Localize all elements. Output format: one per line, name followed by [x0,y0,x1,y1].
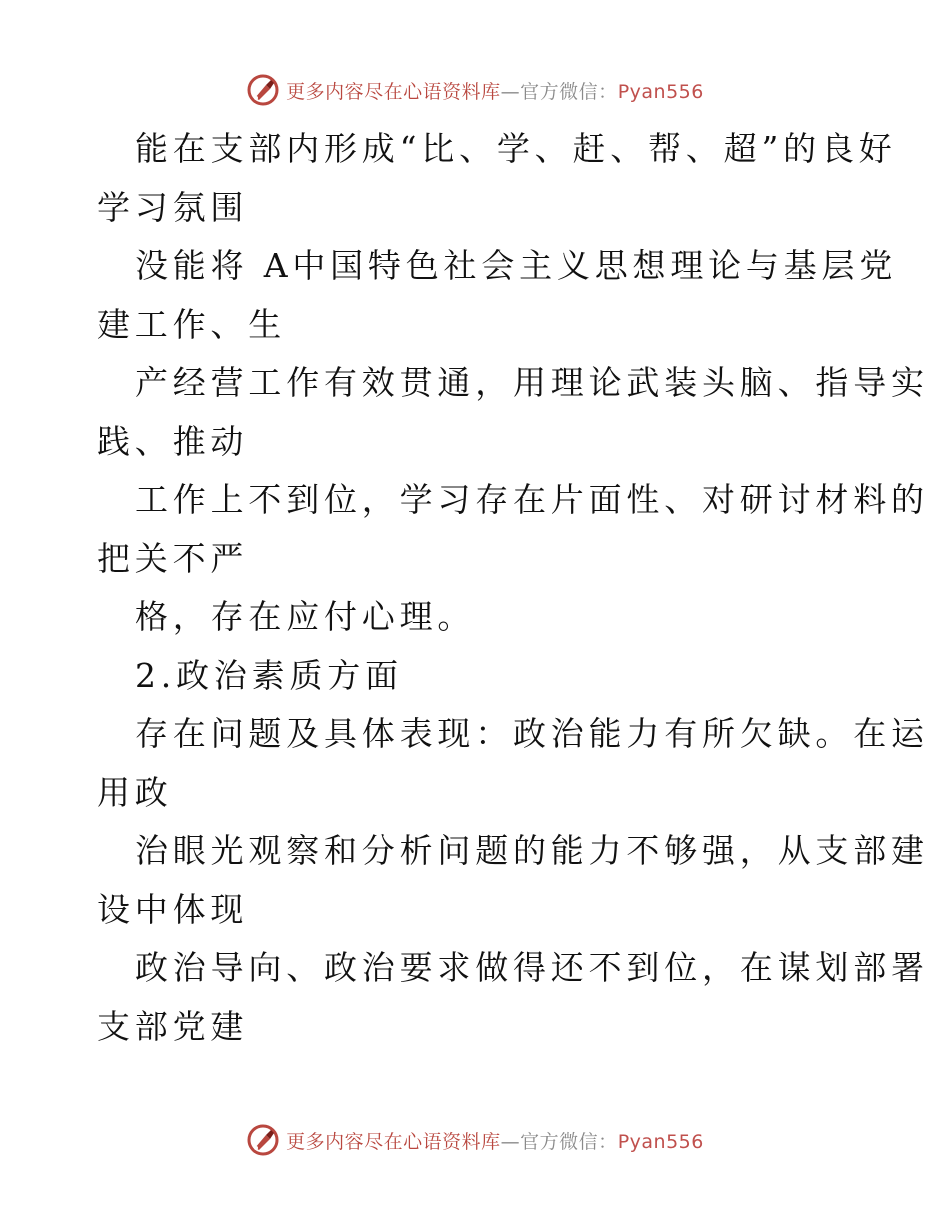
pen-nib-logo-icon [246,1123,280,1157]
text-line: 把关不严 [97,538,249,578]
watermark-sub-text: 官方微信： [520,80,618,103]
text-line: 学习氛围 [97,187,249,227]
text-line: 政治导向、政治要求做得还不到位，在谋划部署 [135,948,929,987]
text-line: 没能将 A中国特色社会主义思想理论与基层党 [135,246,898,285]
header-watermark [0,70,950,110]
text-line: 践、推动 [97,421,249,461]
text-line: 治眼光观察和分析问题的能力不够强，从支部建 [135,831,929,870]
watermark-id: Pyan556 [617,1130,704,1153]
watermark-id: Pyan556 [617,80,704,103]
text-line: 支部党建 [97,1006,249,1046]
text-line: 产经营工作有效贯通，用理论武装头脑、指导实 [135,363,929,402]
text-line: 能在支部内形成“比、学、赶、帮、超”的良好 [135,129,897,168]
watermark-dash: — [500,1130,521,1153]
text-line: 存在问题及具体表现：政治能力有所欠缺。在运 [135,714,929,753]
section-heading: 2.政治素质方面 [135,655,403,695]
pen-nib-logo-icon [246,73,280,107]
text-line: 设中体现 [97,889,249,929]
text-line: 用政 [97,772,173,812]
text-line: 建工作、生 [97,304,286,344]
watermark-main-text: 更多内容尽在心语资料库 [286,1130,501,1153]
watermark-main-text: 更多内容尽在心语资料库 [286,80,501,103]
footer-watermark [0,1120,950,1160]
text-line: 工作上不到位，学习存在片面性、对研讨材料的 [135,480,929,519]
text-line: 格，存在应付心理。 [135,597,476,636]
document-body [97,120,929,1056]
watermark-dash: — [500,80,521,103]
watermark-sub-text: 官方微信： [520,1130,618,1153]
